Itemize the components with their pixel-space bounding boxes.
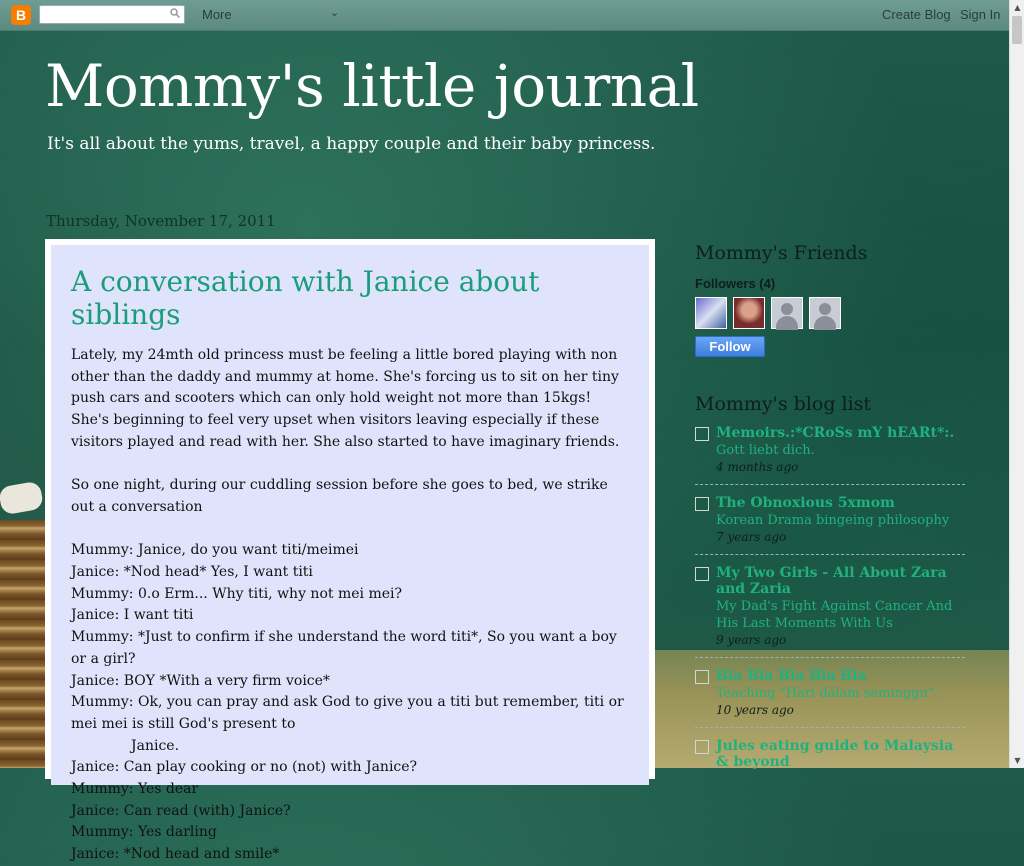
chevron-down-icon[interactable]: ⌄ bbox=[330, 7, 340, 19]
post-date: Thursday, November 17, 2011 bbox=[46, 212, 276, 230]
follow-button[interactable]: Follow bbox=[695, 336, 765, 357]
blog-favicon-icon bbox=[695, 497, 709, 511]
dialogue-line: Mummy: Yes darling bbox=[71, 824, 217, 841]
blog-favicon-icon bbox=[695, 427, 709, 441]
blog-title[interactable]: Mommy's little journal bbox=[45, 52, 699, 120]
chalk-decoration bbox=[0, 481, 44, 516]
list-item bbox=[695, 668, 965, 728]
friends-widget-title: Mommy's Friends bbox=[695, 242, 868, 264]
blog-post-link[interactable]: My Dad's Fight Against Cancer And His Last Moments With Us bbox=[716, 599, 953, 631]
blog-favicon-icon bbox=[695, 567, 709, 581]
search-icon[interactable] bbox=[170, 8, 180, 18]
page-scrollbar[interactable] bbox=[1009, 0, 1024, 768]
list-item bbox=[695, 565, 965, 658]
avatar[interactable] bbox=[733, 297, 765, 329]
blog-post-link[interactable]: Teaching "Hari dalam seminggu". bbox=[716, 686, 939, 701]
list-item bbox=[695, 738, 965, 780]
post-card bbox=[45, 239, 655, 863]
blog-name-link[interactable]: My Two Girls - All About Zara and Zaria bbox=[716, 565, 947, 597]
blog-favicon-icon bbox=[695, 670, 709, 684]
more-dropdown[interactable]: More bbox=[202, 7, 232, 22]
sign-in-link[interactable]: Sign In bbox=[960, 7, 1001, 22]
dialogue-line: Mummy: *Just to confirm if she understand the word titi*, So you want a boy or a girl? bbox=[71, 629, 617, 667]
blog-favicon-icon bbox=[695, 740, 709, 754]
dialogue-line: Janice: Can play cooking or no (not) with Janice? bbox=[71, 759, 418, 776]
blog-post-age: 7 years ago bbox=[716, 530, 787, 544]
blog-name-link[interactable]: Memoirs.:*CRoSs mY hEARt*:. bbox=[716, 425, 955, 441]
dialogue-line: Janice. bbox=[131, 737, 180, 754]
scroll-thumb[interactable] bbox=[1012, 16, 1022, 44]
blogger-logo-icon[interactable]: B bbox=[11, 5, 31, 25]
post-paragraph: So one night, during our cuddling session before she goes to bed, we strike out a conversation bbox=[71, 477, 608, 515]
blog-post-link[interactable]: Korean Drama bingeing philosophy bbox=[716, 513, 950, 528]
avatar[interactable] bbox=[771, 297, 803, 329]
blog-post-link[interactable]: Gott liebt dich. bbox=[716, 443, 815, 458]
dialogue-line: Mummy: Yes dear bbox=[71, 781, 199, 798]
create-blog-link[interactable]: Create Blog bbox=[882, 7, 951, 22]
blog-list bbox=[695, 425, 965, 780]
list-item bbox=[695, 425, 965, 485]
post-body bbox=[71, 345, 629, 866]
blog-post-age: 10 years ago bbox=[716, 703, 794, 717]
blog-name-link[interactable]: Jules eating guide to Malaysia & beyond bbox=[716, 738, 954, 770]
followers-count: Followers (4) bbox=[695, 276, 776, 291]
post-title[interactable]: A conversation with Janice about siblings bbox=[71, 265, 540, 331]
blogger-navbar bbox=[0, 0, 1009, 31]
dialogue-line: Janice: Can read (with) Janice? bbox=[71, 802, 291, 819]
blog-name-link[interactable]: Bla Bla Bla Bla Bla bbox=[716, 668, 867, 684]
blog-post-age: 4 months ago bbox=[716, 460, 799, 474]
dialogue-line: Janice: *Nod head and smile* bbox=[71, 846, 280, 863]
sidebar bbox=[695, 242, 965, 780]
blog-post-age: 9 years ago bbox=[716, 633, 787, 647]
blog-name-link[interactable]: The Obnoxious 5xmom bbox=[716, 495, 895, 511]
dialogue-line: Mummy: Janice, do you want titi/meimei bbox=[71, 542, 359, 559]
avatar[interactable] bbox=[809, 297, 841, 329]
blog-description: It's all about the yums, travel, a happy couple and their baby princess. bbox=[47, 134, 656, 154]
dialogue-line: Janice: I want titi bbox=[71, 607, 194, 624]
follower-avatars bbox=[695, 297, 965, 329]
list-item bbox=[695, 495, 965, 555]
scroll-up-arrow-icon[interactable]: ▲ bbox=[1014, 3, 1021, 12]
dialogue-line: Mummy: 0.o Erm... Why titi, why not mei mei? bbox=[71, 585, 402, 602]
scroll-down-arrow-icon[interactable]: ▼ bbox=[1014, 756, 1021, 765]
bloglist-widget-title: Mommy's blog list bbox=[695, 393, 872, 415]
post-inner bbox=[51, 245, 649, 863]
books-decoration bbox=[0, 520, 46, 768]
dialogue-line: Mummy: Ok, you can pray and ask God to give you a titi but remember, titi or mei mei is still God's present to bbox=[71, 694, 624, 732]
post-paragraph: Lately, my 24mth old princess must be feeling a little bored playing with non other than the daddy and mummy at home. She's forcing us to sit on her tiny push cars and scooters which can only hold weight not more than 15kgs! She's beginning to feel very upset when visitors leaving especially if these visitors played and read with her. She also started to have imaginary friends. bbox=[71, 347, 620, 450]
avatar[interactable] bbox=[695, 297, 727, 329]
dialogue-line: Janice: BOY *With a very firm voice* bbox=[71, 672, 330, 689]
dialogue-line: Janice: *Nod head* Yes, I want titi bbox=[71, 564, 313, 580]
search-input[interactable] bbox=[39, 5, 185, 24]
